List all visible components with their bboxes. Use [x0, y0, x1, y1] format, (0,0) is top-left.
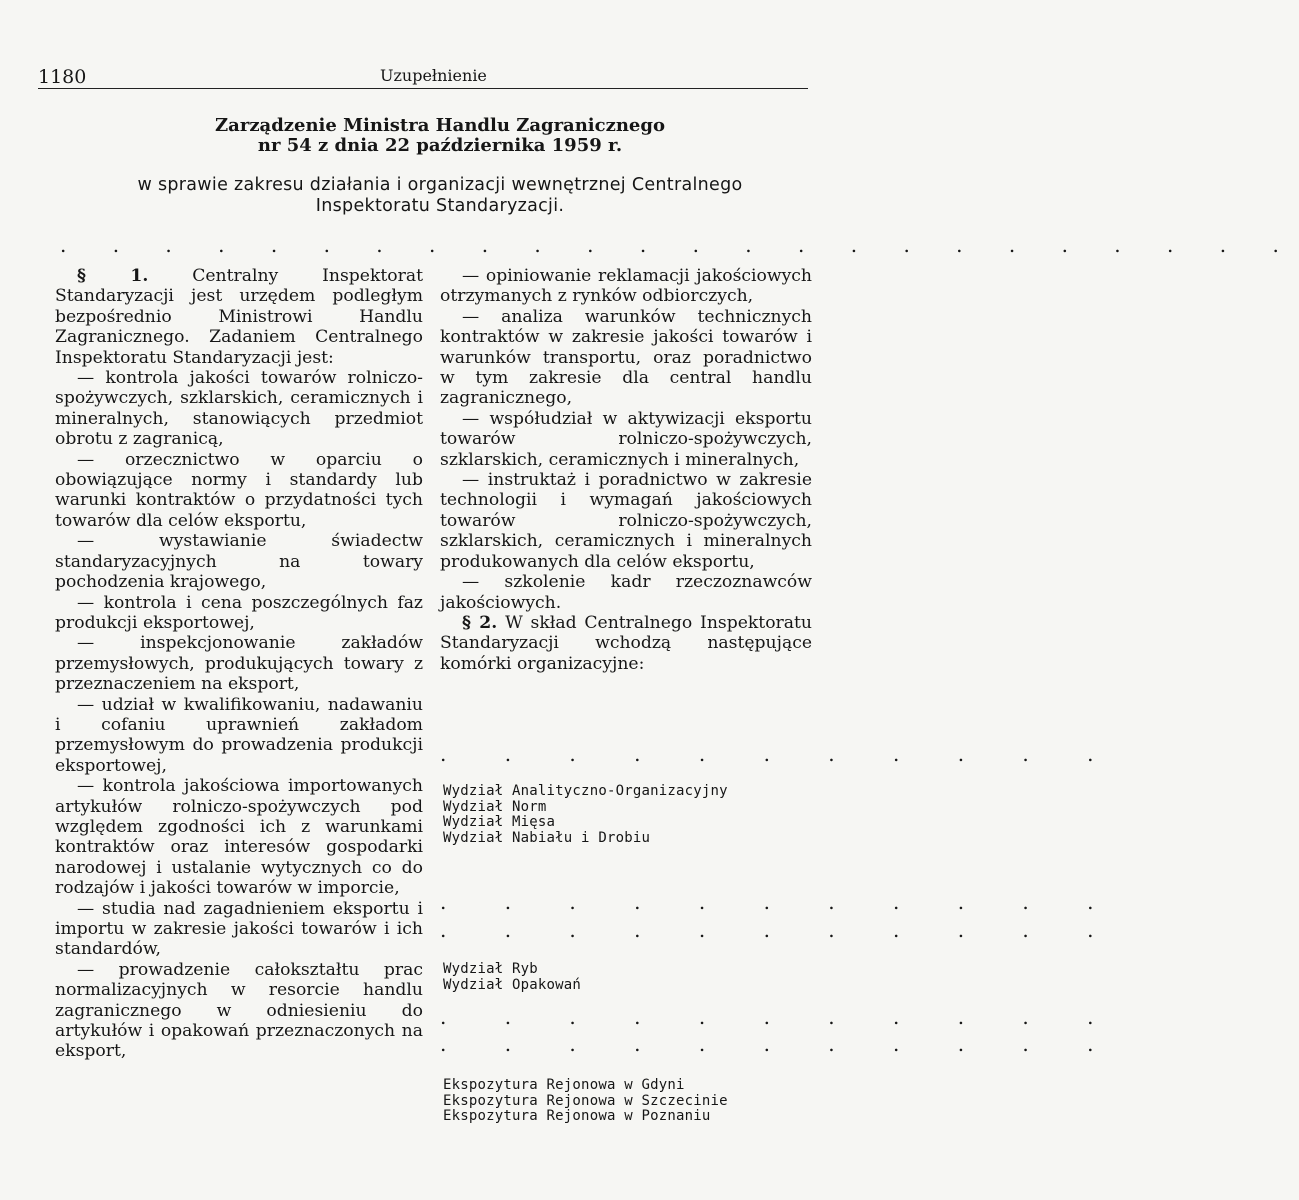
paragraph-2: [440, 613, 812, 674]
list-item: — prowadzenie całokształtu prac normalizacyjnych w resorcie handlu zagranicznego w odniesieniu do artykułów i opakowań przeznaczonych na eksport,: [55, 959, 423, 1062]
list-item: — współudział w aktywizacji eksportu towarów rolniczo-spożywczych, szklarskich, ceramicznych i mineralnych,: [440, 408, 812, 470]
unit-group-1: [443, 784, 728, 846]
paragraph-1-number: § 1.: [77, 266, 149, 286]
running-head: Uzupełnienie: [380, 66, 487, 85]
subtitle-line-1: w sprawie zakresu działania i organizacji wewnętrznej Centralnego: [137, 175, 743, 195]
page-number: 1180: [38, 66, 87, 88]
separator-dots: . . . . . . . . . . . . . . . . . . . . . . . .: [60, 233, 1299, 257]
unit-item: Wydział Analityczno-Organizacyjny: [443, 783, 728, 799]
paragraph-1: [55, 266, 423, 368]
page-header: [38, 64, 808, 89]
list-item: — szkolenie kadr rzeczoznawców jakościowych.: [440, 572, 812, 613]
dot-row: . . . . . . . . . . .: [440, 1005, 1120, 1029]
unit-item: Wydział Opakowań: [443, 976, 582, 993]
title-line-1: Zarządzenie Ministra Handlu Zagranicznego: [215, 115, 665, 136]
list-item: — opiniowanie reklamacji jakościowych otrzymanych z rynków odbiorczych,: [440, 266, 812, 307]
left-column: [55, 266, 423, 1062]
title-line-2: nr 54 z dnia 22 października 1959 r.: [257, 135, 623, 156]
unit-item: Ekspozytura Rejonowa w Poznaniu: [443, 1108, 711, 1124]
right-column: [440, 266, 812, 674]
document-subtitle: [45, 175, 835, 217]
dot-row: . . . . . . . . . . .: [440, 1032, 1120, 1056]
paragraph-2-text: W skład Centralnego Inspektoratu Standaryzacji wchodzą następujące komórki organizacyjne:: [440, 612, 812, 674]
unit-item: Wydział Mięsa: [443, 814, 556, 830]
list-item: — kontrola i cena poszczególnych faz produkcji eksportowej,: [55, 592, 423, 633]
list-item: — udział w kwalifikowaniu, nadawaniu i cofaniu uprawnień zakładom przemysłowym do prowadzenia produkcji eksportowej,: [55, 694, 423, 776]
list-item: — studia nad zagadnieniem eksportu i importu w zakresie jakości towarów i ich standardów,: [55, 898, 423, 960]
list-item: — wystawianie świadectw standaryzacyjnych na towary pochodzenia krajowego,: [55, 531, 423, 593]
list-item: — orzecznictwo w oparciu o obowiązujące normy i standardy lub warunki kontraktów o przydatności tych towarów dla celów eksportu,: [55, 449, 423, 531]
dot-row: . . . . . . . . . . .: [440, 918, 1120, 942]
unit-item: Wydział Ryb: [443, 961, 538, 977]
unit-item: Ekspozytura Rejonowa w Szczecinie: [443, 1092, 728, 1109]
paragraph-2-number: § 2.: [462, 612, 498, 633]
subtitle-line-2: Inspektoratu Standaryzacji.: [315, 196, 565, 216]
paragraph-1-text: Centralny Inspektorat Standaryzacji jest urzędem podległym bezpośrednio Ministrowi Handlu Zagranicznego. Zadaniem Centralnego Inspektoratu Standaryzacji jest:: [55, 266, 423, 368]
unit-item: Ekspozytura Rejonowa w Gdyni: [443, 1077, 685, 1093]
list-item: — kontrola jakości towarów rolniczo-spożywczych, szklarskich, ceramicznych i mineralnych, stanowiących przedmiot obrotu z zagranicą,: [55, 368, 423, 450]
list-item: — analiza warunków technicznych kontraktów w zakresie jakości towarów i warunków transportu, oraz poradnictwo w tym zakresie dla central handlu zagranicznego,: [440, 306, 812, 409]
document-title: [120, 116, 760, 156]
unit-item: Wydział Nabiału i Drobiu: [443, 829, 651, 846]
dot-row: . . . . . . . . . . .: [440, 890, 1120, 914]
unit-group-3: [443, 1078, 728, 1125]
list-item: — instruktaż i poradnictwo w zakresie technologii i wymagań jakościowych towarów rolniczo-spożywczych, szklarskich, ceramicznych i mineralnych produkowanych dla celów eksportu,: [440, 470, 812, 572]
dot-row: . . . . . . . . . . .: [440, 742, 1120, 766]
list-item: — inspekcjonowanie zakładów przemysłowych, produkujących towary z przeznaczeniem na eksport,: [55, 633, 423, 695]
unit-item: Wydział Norm: [443, 798, 547, 815]
unit-group-2: [443, 962, 581, 993]
list-item: — kontrola jakościowa importowanych artykułów rolniczo-spożywczych pod względem zgodności ich z warunkami kontraktów oraz interesów gospodarki narodowej i ustalanie wytycznych co do rodzajów i jakości towarów w imporcie,: [55, 776, 423, 899]
